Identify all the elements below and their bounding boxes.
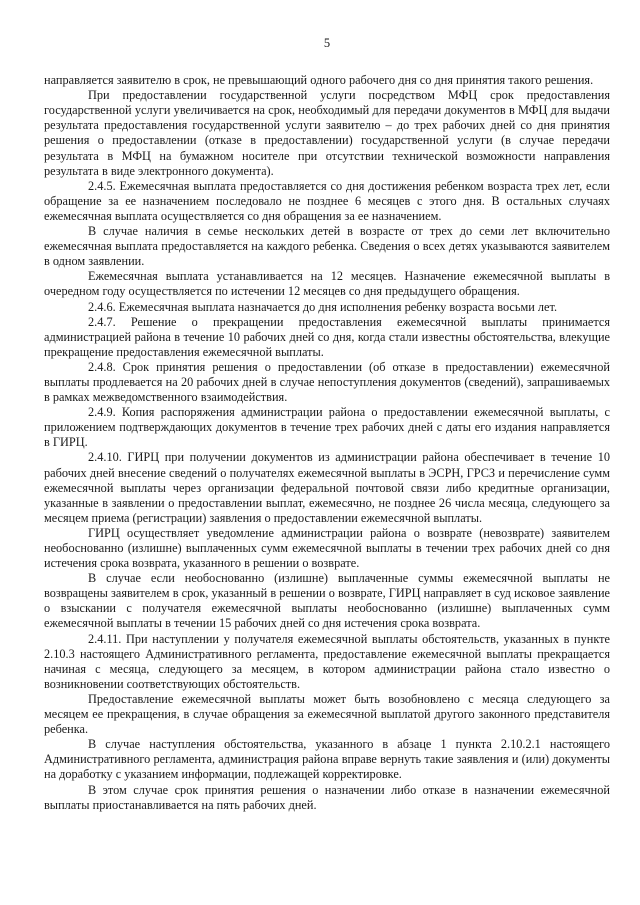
paragraph: 2.4.9. Копия распоряжения администрации района о предоставлении ежемесячной выплаты, с приложением подтверждающих документов в течение трех рабочих дней с даты его издания направляется в ГИРЦ.: [44, 405, 610, 450]
paragraph: В случае наличия в семье нескольких детей в возрасте от трех до семи лет включительно ежемесячная выплата предоставляется на каждого ребенка. Сведения о всех детях указываются заявителем в одном заявлении.: [44, 224, 610, 269]
paragraph: Ежемесячная выплата устанавливается на 12 месяцев. Назначение ежемесячной выплаты в очередном году осуществляется по истечении 12 месяцев со дня предыдущего обращения.: [44, 269, 610, 299]
paragraph: 2.4.5. Ежемесячная выплата предоставляется со дня достижения ребенком возраста трех лет, если обращение за ее назначением последовало не позднее 6 месяцев с этого дня. В остальных случаях ежемесячная выплата осуществляется со дня обращения за ее назначением.: [44, 178, 610, 223]
paragraph: направляется заявителю в срок, не превышающий одного рабочего дня со дня принятия такого решения.: [44, 73, 594, 88]
paragraph: В случае наступления обстоятельства, указанного в абзаце 1 пункта 2.10.2.1 настоящего Административного регламента, администрация района вправе вернуть такие заявления и (или) документы на доработку с указанием информации, подлежащей корректировке.: [44, 737, 610, 782]
paragraph: 2.4.11. При наступлении у получателя ежемесячной выплаты обстоятельств, указанных в пункте 2.10.3 настоящего Административного регламента, предоставление ежемесячной выплаты прекращается начиная с месяца, следующего за месяцем, в котором администрации района стало известно о возникновении соответствующих обстоятельств.: [44, 631, 610, 691]
paragraph: 2.4.8. Срок принятия решения о предоставлении (об отказе в предоставлении) ежемесячной выплаты продлевается на 20 рабочих дней в случае непоступления документов (сведений), запрашиваемых в рамках межведомственного взаимодействия.: [44, 359, 610, 405]
paragraph: При предоставлении государственной услуги посредством МФЦ срок предоставления государственной услуги увеличивается на срок, необходимый для передачи документов в МФЦ для выдачи результата предоставления государственной услуги заявителю – до трех рабочих дней со дня принятия решения о предоставлении (отказе в предоставлении) государственной услуги (в случае передачи результата в МФЦ на бумажном носителе при отсутствии технической возможности направления результата в виде электронного документа).: [44, 88, 610, 178]
paragraph: В этом случае срок принятия решения о назначении либо отказе в назначении ежемесячной выплаты приостанавливается на пять рабочих дней.: [44, 782, 610, 812]
paragraph: ГИРЦ осуществляет уведомление администрации района о возврате (невозврате) заявителем необоснованно (излишне) выплаченных сумм ежемесячной выплаты в течении трех рабочих дней со дня истечения срока возврата, указанного в решении о возврате.: [44, 525, 610, 571]
page-number: 5: [323, 36, 331, 50]
paragraph: Предоставление ежемесячной выплаты может быть возобновлено с месяца следующего за месяцем ее прекращения, в случае обращения за ежемесячной выплатой другого законного представителя ребенка.: [44, 691, 610, 737]
paragraph: 2.4.7. Решение о прекращении предоставления ежемесячной выплаты принимается администрацией района в течение 10 рабочих дней со дня, когда стали известны обстоятельства, влекущие прекращение предоставления ежемесячной выплаты.: [44, 314, 610, 359]
paragraph: 2.4.6. Ежемесячная выплата назначается до дня исполнения ребенку возраста восьми лет.: [88, 299, 558, 314]
paragraph: 2.4.10. ГИРЦ при получении документов из администрации района обеспечивает в течение 10 рабочих дней внесение сведений о получателях ежемесячной выплаты в ЭСРН, ГРСЗ и перечисление сумм ежемесячной выплаты через организации федеральной почтовой связи либо кредитные организации, указанные в заявлении о предоставлении выплат, ежемесячно, не позднее 26 числа месяца, следующего за месяцем приема (регистрации) заявления о предоставлении ежемесячной выплаты.: [44, 450, 610, 525]
document-body: [44, 73, 610, 813]
paragraph: В случае если необоснованно (излишне) выплаченные суммы ежемесячной выплаты не возвращены заявителем в срок, указанный в решении о возврате, ГИРЦ направляет в суд исковое заявление о взыскании с получателя ежемесячной выплаты необоснованно (излишне) выплаченных сумм ежемесячной выплаты в течении 15 рабочих дней со дня истечения срока возврата.: [44, 571, 610, 631]
